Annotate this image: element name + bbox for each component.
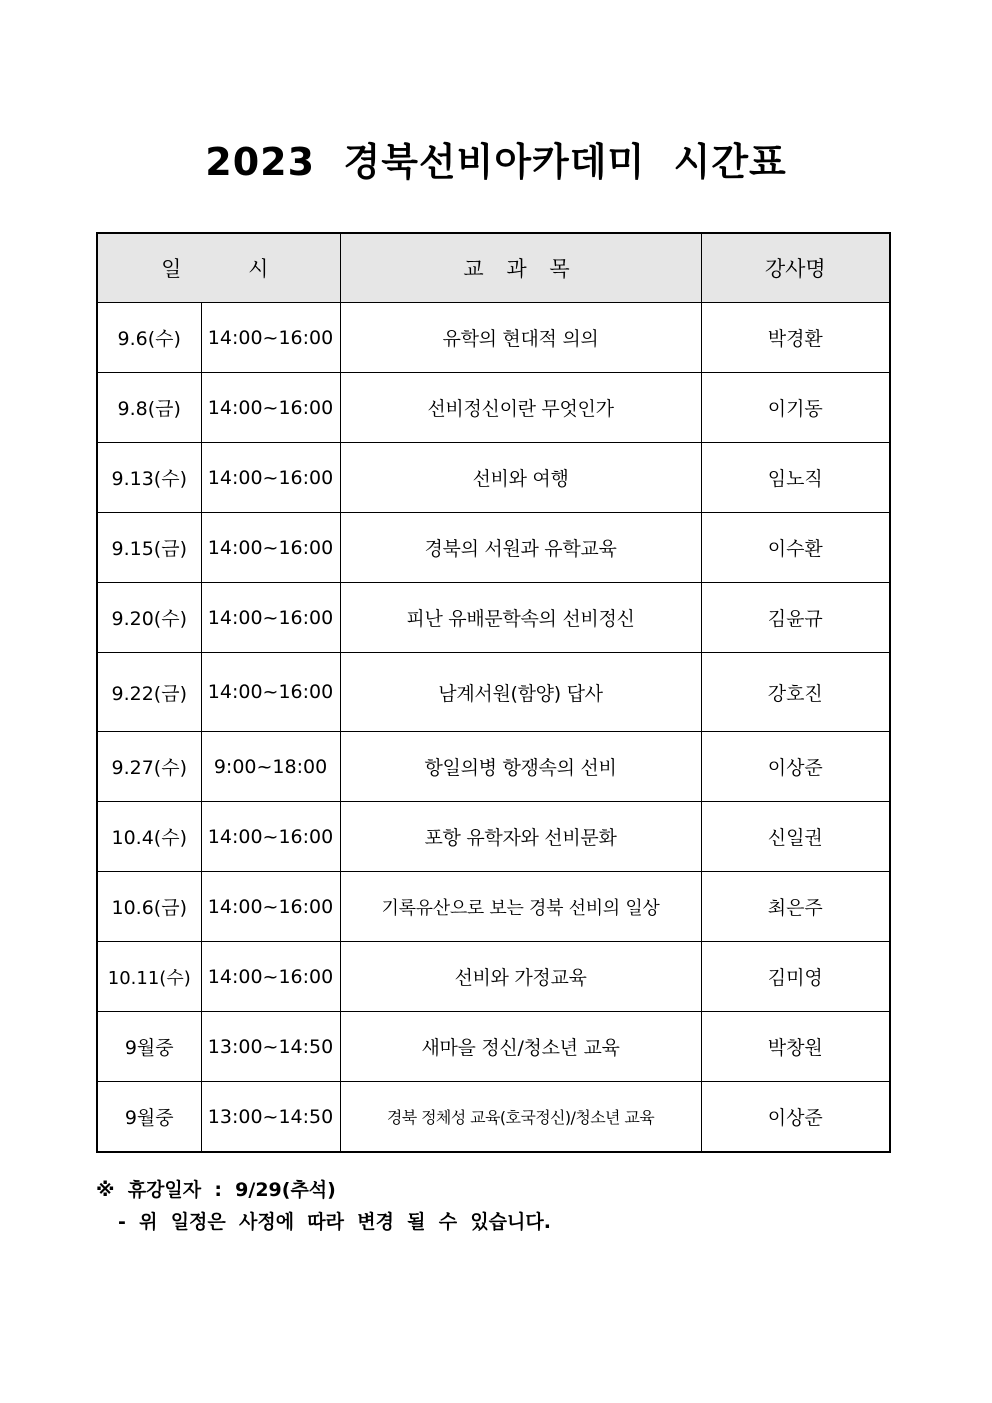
table-row (97, 732, 890, 802)
cell-time: 14:00~16:00 (201, 303, 340, 373)
cell-subject: 경북의 서원과 유학교육 (340, 513, 701, 583)
cell-instructor: 최은주 (701, 872, 890, 942)
cell-time: 14:00~16:00 (201, 583, 340, 653)
cell-time: 14:00~16:00 (201, 942, 340, 1012)
cell-date: 10.11(수) (97, 942, 201, 1012)
table-row (97, 513, 890, 583)
cell-instructor: 강호진 (701, 653, 890, 732)
cell-date: 9.27(수) (97, 732, 201, 802)
cell-subject: 선비와 여행 (340, 443, 701, 513)
cell-time: 14:00~16:00 (201, 443, 340, 513)
cell-subject: 기록유산으로 보는 경북 선비의 일상 (340, 872, 701, 942)
cell-instructor: 이기동 (701, 373, 890, 443)
cell-time: 9:00~18:00 (201, 732, 340, 802)
cell-time: 14:00~16:00 (201, 872, 340, 942)
table-row (97, 583, 890, 653)
cell-date: 9월중 (97, 1012, 201, 1082)
cell-subject: 경북 정체성 교육(호국정신)/청소년 교육 (340, 1082, 701, 1153)
table-row (97, 1012, 890, 1082)
cell-subject: 선비와 가정교육 (340, 942, 701, 1012)
page-title: 2023 경북선비아카데미 시간표 (205, 140, 787, 184)
cell-subject: 포항 유학자와 선비문화 (340, 802, 701, 872)
header-instructor: 강사명 (701, 233, 890, 303)
cell-subject: 선비정신이란 무엇인가 (340, 373, 701, 443)
table-row (97, 303, 890, 373)
header-datetime: 일 시 (97, 233, 340, 303)
cell-subject: 유학의 현대적 의의 (340, 303, 701, 373)
cell-time: 14:00~16:00 (201, 653, 340, 732)
cell-date: 9.22(금) (97, 653, 201, 732)
cell-subject: 항일의병 항쟁속의 선비 (340, 732, 701, 802)
cell-date: 10.4(수) (97, 802, 201, 872)
cell-date: 9.8(금) (97, 373, 201, 443)
cell-date: 9.20(수) (97, 583, 201, 653)
table-row (97, 942, 890, 1012)
cell-time: 13:00~14:50 (201, 1012, 340, 1082)
cell-date: 9.13(수) (97, 443, 201, 513)
cell-time: 13:00~14:50 (201, 1082, 340, 1153)
cell-subject: 피난 유배문학속의 선비정신 (340, 583, 701, 653)
cell-date: 10.6(금) (97, 872, 201, 942)
cell-subject: 남계서원(함양) 답사 (340, 653, 701, 732)
schedule-table (96, 232, 891, 1153)
cell-date: 9.15(금) (97, 513, 201, 583)
cell-instructor: 박경환 (701, 303, 890, 373)
table-row (97, 443, 890, 513)
cell-time: 14:00~16:00 (201, 373, 340, 443)
cell-instructor: 김미영 (701, 942, 890, 1012)
cell-instructor: 박창원 (701, 1012, 890, 1082)
cell-instructor: 신일권 (701, 802, 890, 872)
cell-instructor: 이수환 (701, 513, 890, 583)
table-row (97, 1082, 890, 1153)
cell-instructor: 이상준 (701, 1082, 890, 1153)
cell-instructor: 임노직 (701, 443, 890, 513)
cell-time: 14:00~16:00 (201, 513, 340, 583)
cell-date: 9.6(수) (97, 303, 201, 373)
holiday-note: ※ 휴강일자 : 9/29(추석) (96, 1179, 336, 1201)
table-row (97, 373, 890, 443)
cell-date: 9월중 (97, 1082, 201, 1153)
table-row (97, 653, 890, 732)
schedule-change-note: - 위 일정은 사정에 따라 변경 될 수 있습니다. (118, 1211, 551, 1233)
cell-instructor: 이상준 (701, 732, 890, 802)
table-header-row (97, 233, 890, 303)
notes-section (96, 1174, 896, 1238)
table-row (97, 802, 890, 872)
cell-instructor: 김윤규 (701, 583, 890, 653)
cell-time: 14:00~16:00 (201, 802, 340, 872)
cell-subject: 새마을 정신/청소년 교육 (340, 1012, 701, 1082)
header-subject: 교 과 목 (340, 233, 701, 303)
table-row (97, 872, 890, 942)
